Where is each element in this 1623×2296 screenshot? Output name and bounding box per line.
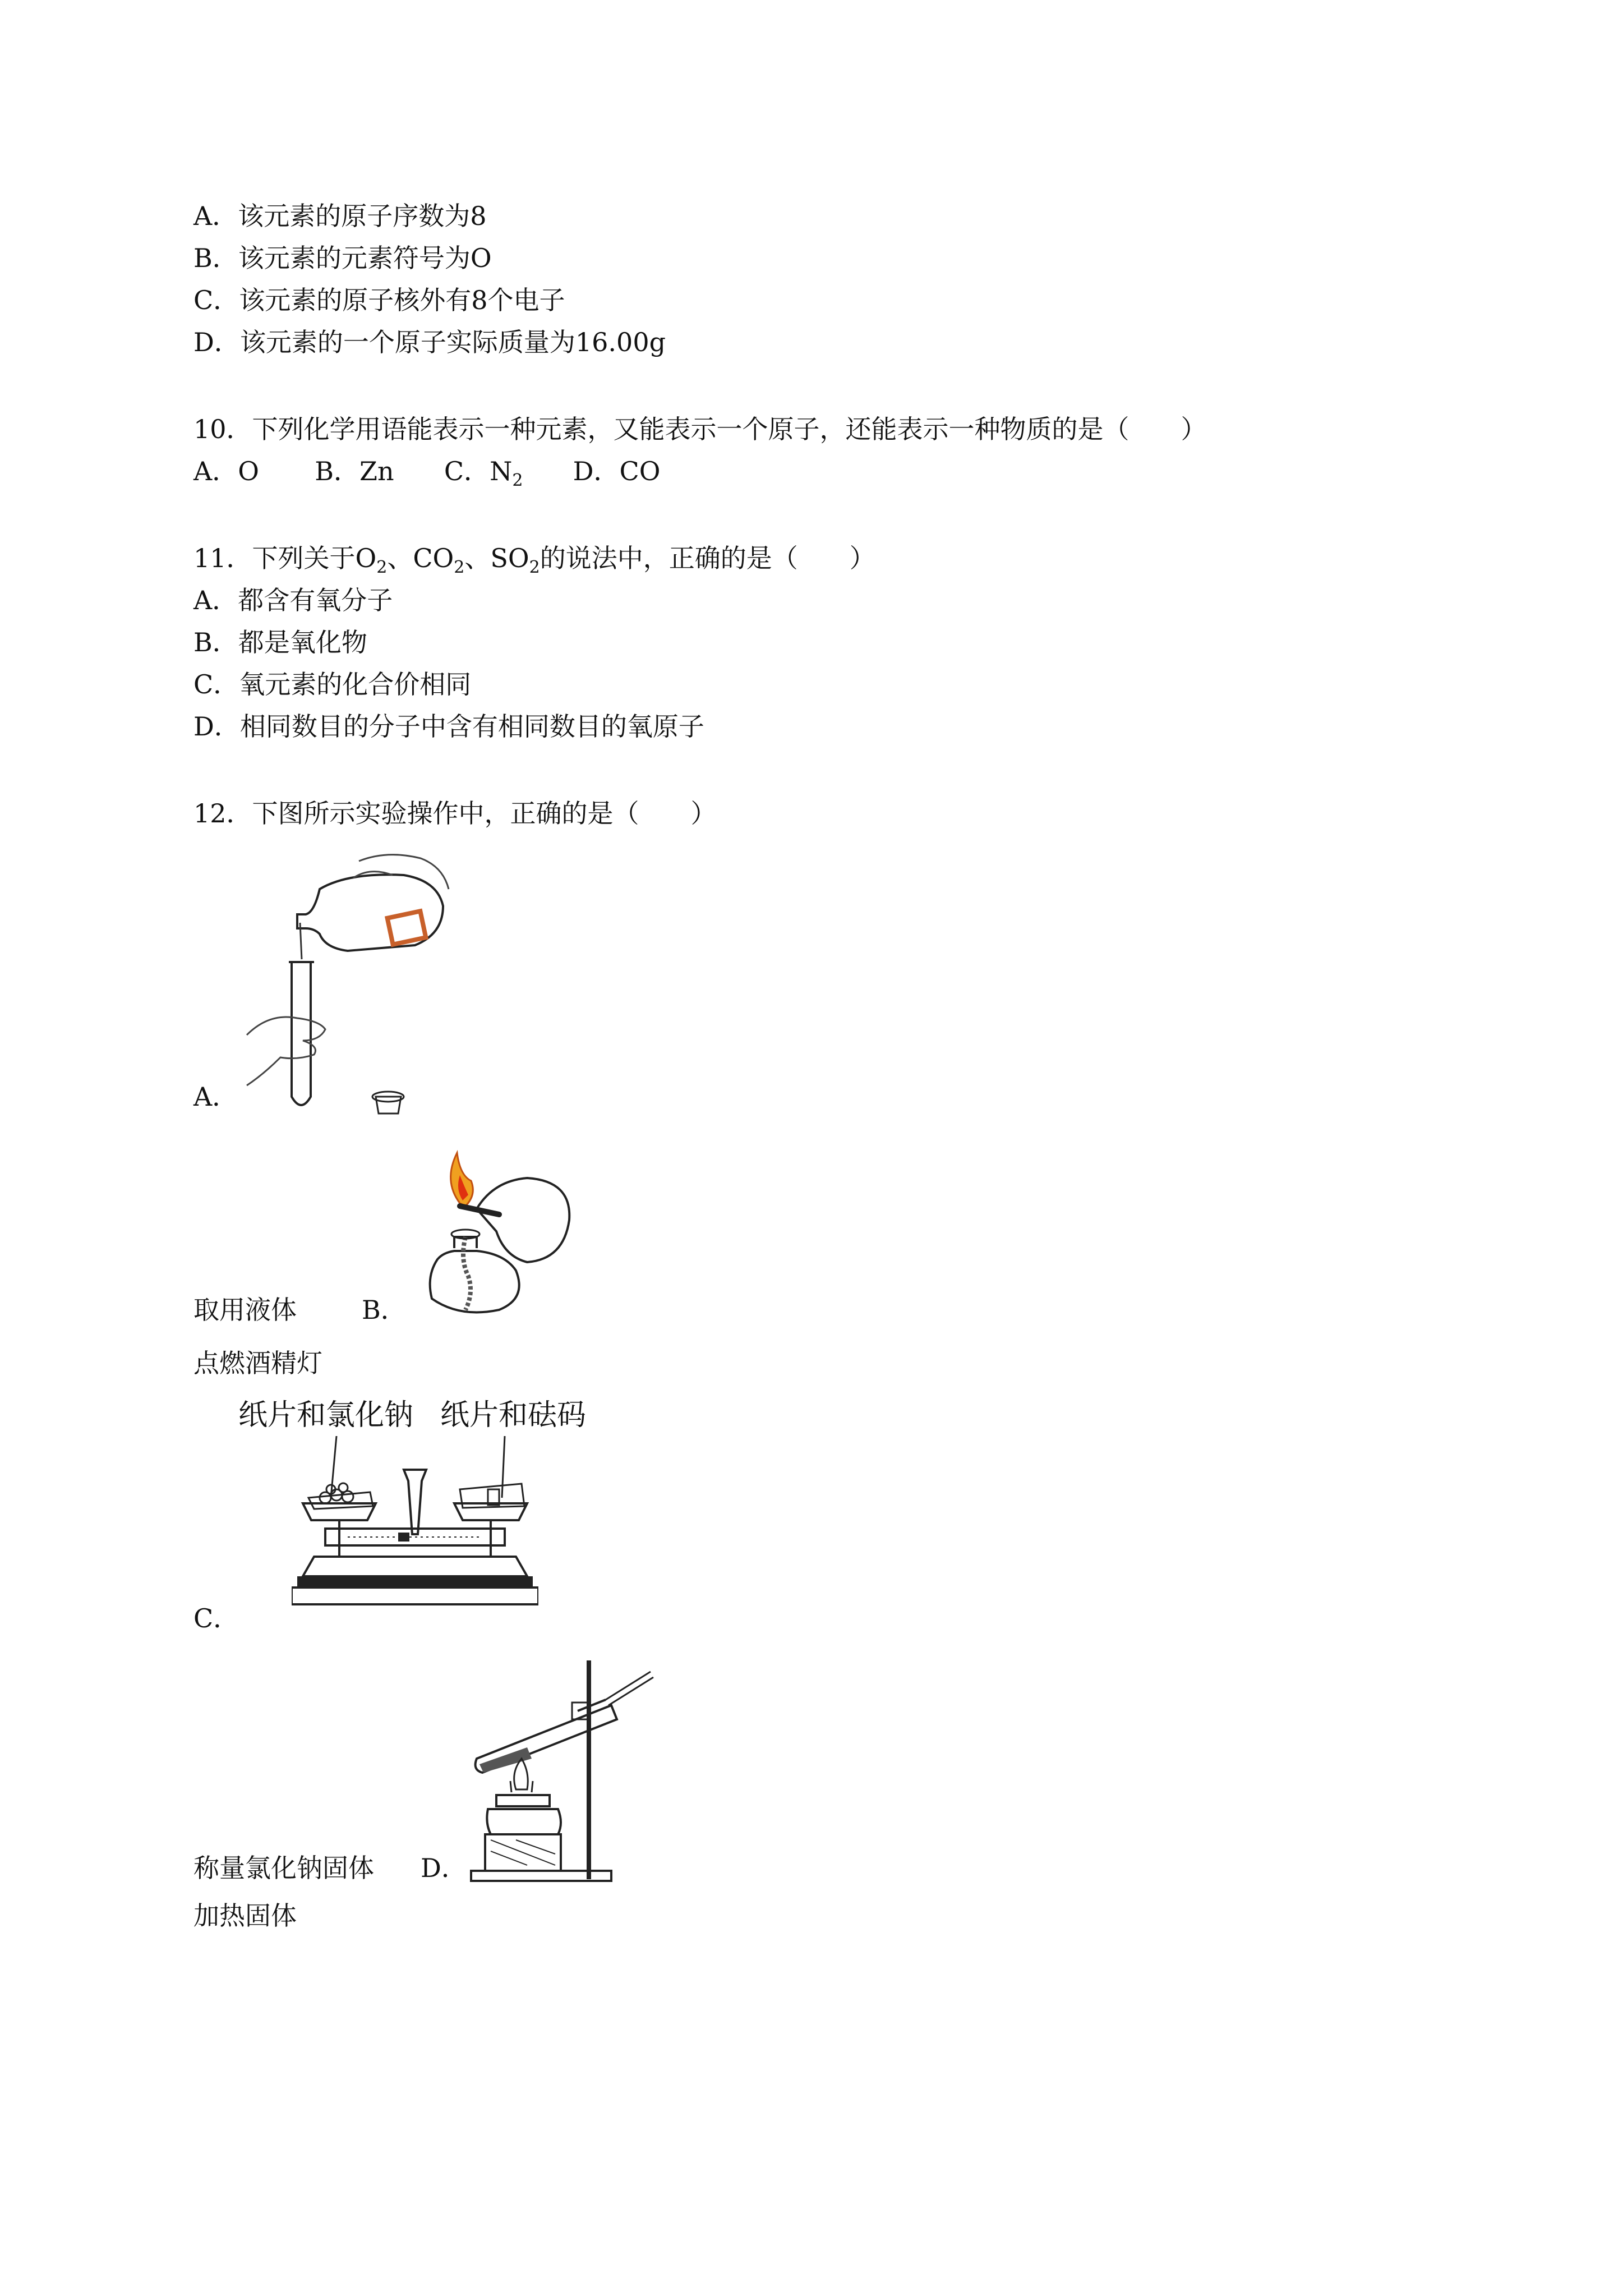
q9-option-c [193, 283, 565, 317]
option-text: 该元素的原子序数为8 [238, 201, 487, 231]
separator: 、 [464, 543, 491, 573]
option-text: 该元素的原子核外有8个电子 [239, 285, 565, 315]
q9-option-a [193, 199, 487, 233]
option-label: C． [193, 669, 239, 700]
option-label: A． [193, 585, 238, 615]
option-label: B． [193, 627, 238, 657]
figure-heating-solid [465, 1660, 667, 1885]
q11-option-d [193, 710, 704, 743]
stem-prefix: 11．下列关于 [193, 543, 356, 573]
figure-a-label: A． [193, 1082, 238, 1112]
figure-b-label: B． [362, 1295, 407, 1325]
formula-co2: CO [413, 543, 454, 573]
stem-suffix: 的说法中，正确的是（ ） [540, 543, 875, 573]
figure-b-caption: 点燃酒精灯 [193, 1348, 322, 1378]
option-label: A． [193, 201, 238, 231]
formula-o2: O [355, 543, 377, 573]
option-text: 都是氧化物 [238, 627, 367, 657]
q11-option-a [193, 583, 393, 617]
option-c-text: N [490, 456, 513, 486]
option-label: C． [193, 285, 239, 315]
q11-stem [193, 541, 875, 575]
q9-option-b [193, 241, 492, 275]
q11-option-c [193, 668, 471, 701]
option-text: 相同数目的分子中含有相同数目的氧原子 [239, 711, 704, 742]
formula-sub: 2 [529, 558, 540, 577]
option-a-text: O [238, 456, 259, 486]
q10-options [193, 454, 660, 488]
figure-a-caption: 取用液体 [193, 1295, 297, 1325]
figure-pouring-liquid [236, 850, 494, 1119]
formula-sub: 2 [376, 558, 388, 577]
formula-so2: SO [490, 543, 529, 573]
formula-sub: 2 [454, 558, 465, 577]
q12-stem: 12．下图所示实验操作中，正确的是（ ） [193, 798, 717, 829]
option-text: 都含有氧分子 [238, 585, 393, 615]
option-b-label: B． [315, 456, 360, 486]
option-c-label: C． [444, 456, 490, 486]
option-a-label: A． [193, 456, 238, 486]
option-b-text: Zn [359, 456, 394, 486]
q11-option-b [193, 625, 367, 659]
figure-c-label: C． [193, 1603, 239, 1634]
figure-d-caption: 加热固体 [193, 1901, 297, 1931]
q9-option-d [193, 325, 666, 359]
balance-label-left: 纸片和氯化钠 [238, 1398, 414, 1432]
figure-c-caption: 称量氯化钠固体 [193, 1853, 374, 1883]
figure-lighting-lamp [404, 1142, 583, 1327]
option-c-subscript: 2 [512, 471, 523, 490]
figure-balance [292, 1436, 538, 1627]
option-d-text: CO [619, 456, 661, 486]
option-label: D． [193, 711, 240, 742]
q10-stem: 10．下列化学用语能表示一种元素，又能表示一个原子，还能表示一种物质的是（ ） [193, 414, 1207, 444]
option-text: 该元素的元素符号为O [238, 243, 492, 273]
option-label: B． [193, 243, 238, 273]
option-d-label: D． [573, 456, 620, 486]
option-text: 氧元素的化合价相同 [239, 669, 472, 700]
balance-label-right: 纸片和砝码 [440, 1398, 587, 1432]
separator: 、 [387, 543, 413, 573]
option-text: 该元素的一个原子实际质量为16.00g [239, 327, 666, 357]
figure-d-label: D． [421, 1853, 467, 1883]
option-label: D． [193, 327, 240, 357]
